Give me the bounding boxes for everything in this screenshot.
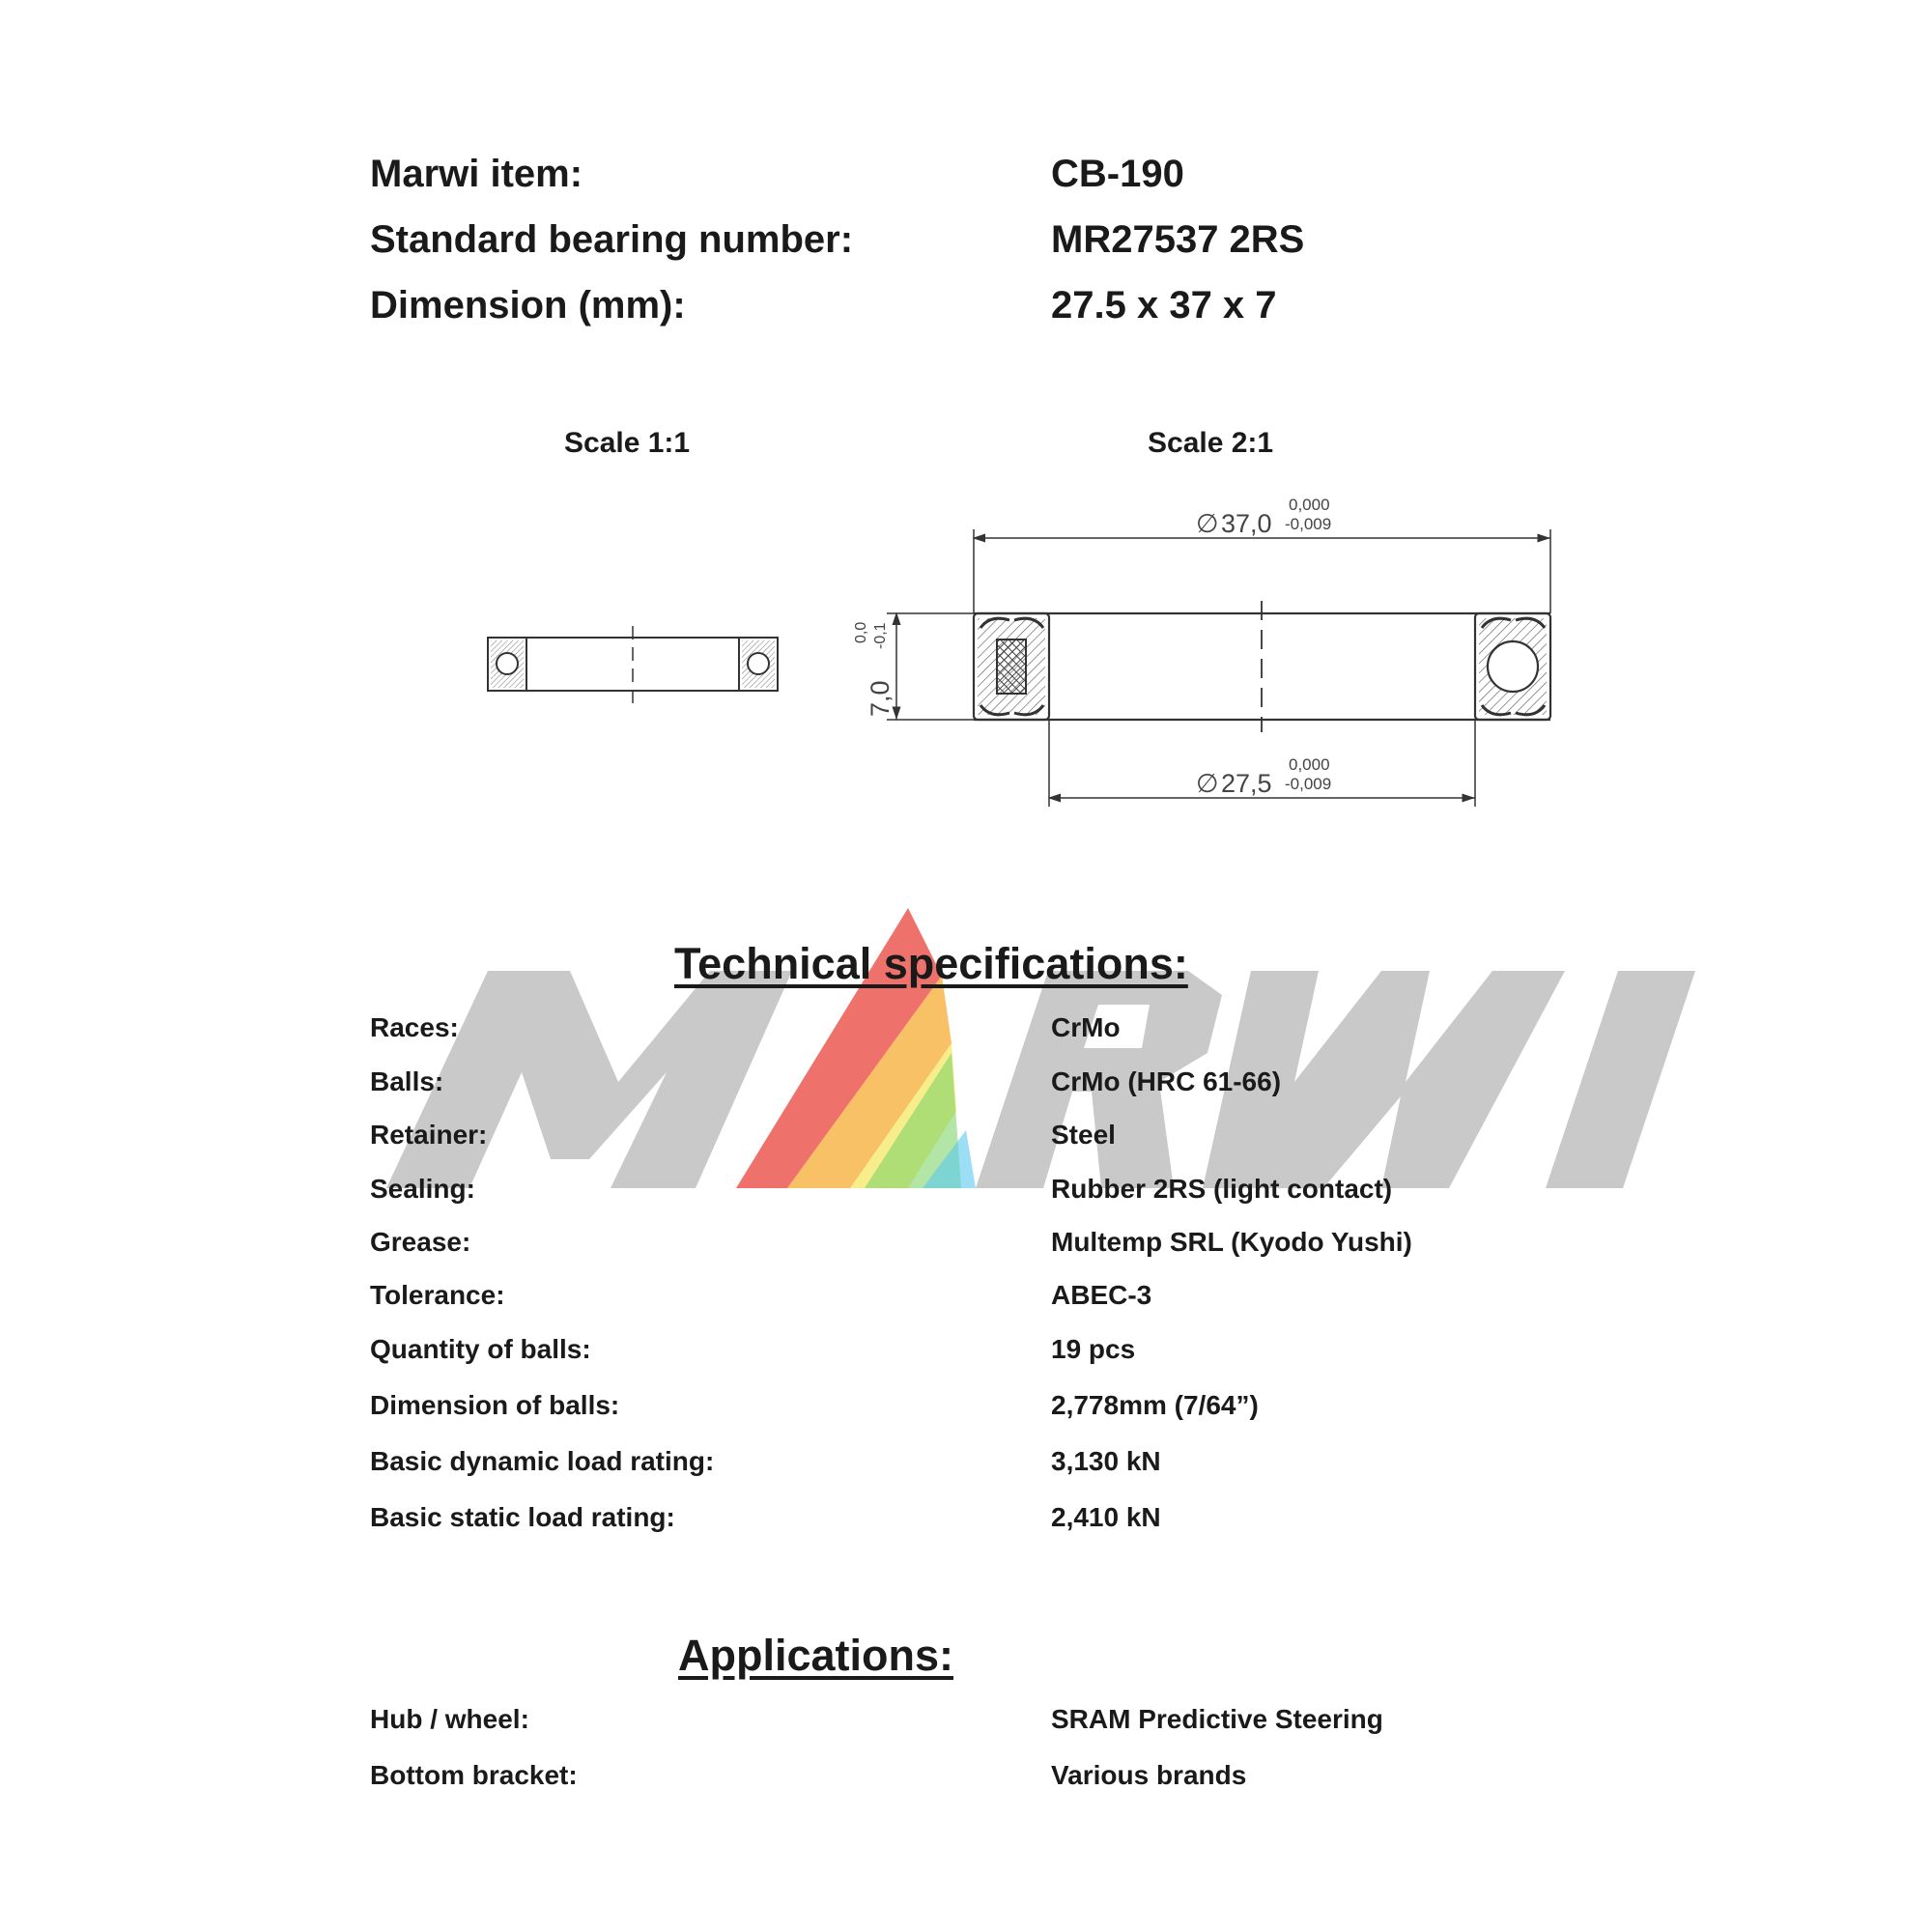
application-label: Bottom bracket: [370, 1760, 578, 1790]
header-label-bearing-number: Standard bearing number: [370, 218, 854, 261]
bearing-scale-1-1 [488, 626, 778, 703]
header-value-bearing-number: MR27537 2RS [1051, 218, 1305, 261]
spec-value: Steel [1051, 1120, 1116, 1150]
spec-label: Tolerance: [370, 1280, 505, 1310]
inner-diameter-symbol: ∅ [1196, 769, 1219, 798]
spec-label: Quantity of balls: [370, 1334, 591, 1364]
header-value-marwi-item: CB-190 [1051, 153, 1184, 195]
spec-label: Basic dynamic load rating: [370, 1446, 715, 1476]
header-label-marwi-item: Marwi item: [370, 153, 583, 195]
spec-label: Retainer: [370, 1120, 488, 1150]
outer-diameter-tol-upper: 0,000 [1289, 496, 1330, 514]
ball-right [1488, 641, 1538, 692]
spec-value: 2,410 kN [1051, 1502, 1161, 1532]
width-value: 7,0 [866, 680, 895, 717]
applications-title: Applications: [678, 1631, 954, 1680]
spec-value: CrMo (HRC 61-66) [1051, 1066, 1282, 1096]
spec-value: Multemp SRL (Kyodo Yushi) [1051, 1227, 1412, 1257]
inner-diameter-tol-lower: -0,009 [1285, 775, 1332, 793]
spec-value: 3,130 kN [1051, 1446, 1161, 1476]
scale-1-1-label: Scale 1:1 [564, 427, 691, 459]
spec-label: Grease: [370, 1227, 471, 1257]
outer-diameter-symbol: ∅ [1196, 509, 1219, 538]
header-value-dimension: 27.5 x 37 x 7 [1051, 284, 1277, 327]
application-label: Hub / wheel: [370, 1704, 529, 1734]
spec-label: Basic static load rating: [370, 1502, 675, 1532]
application-value: SRAM Predictive Steering [1051, 1704, 1383, 1734]
outer-diameter-tol-lower: -0,009 [1285, 515, 1332, 533]
width-tol-lower: -0,1 [872, 622, 889, 649]
outer-diameter-dimension [1196, 496, 1331, 538]
header-label-dimension: Dimension (mm): [370, 284, 686, 327]
spec-label: Sealing: [370, 1174, 475, 1204]
outer-diameter-value: 37,0 [1221, 509, 1272, 538]
spec-value: CrMo [1051, 1012, 1121, 1042]
inner-diameter-tol-upper: 0,000 [1289, 755, 1330, 774]
spec-label: Dimension of balls: [370, 1390, 620, 1420]
spec-label: Races: [370, 1012, 459, 1042]
ball-cage-left [997, 639, 1026, 694]
width-dimension [853, 622, 895, 717]
application-value: Various brands [1051, 1760, 1247, 1790]
spec-value: 19 pcs [1051, 1334, 1136, 1364]
tech-specs-title: Technical specifications: [674, 939, 1188, 988]
scale-2-1-label: Scale 2:1 [1148, 427, 1274, 459]
spec-value: ABEC-3 [1051, 1280, 1152, 1310]
spec-label: Balls: [370, 1066, 444, 1096]
inner-diameter-value: 27,5 [1221, 769, 1272, 798]
spec-value: 2,778mm (7/64”) [1051, 1390, 1259, 1420]
inner-diameter-dimension [1196, 755, 1331, 798]
width-tol-upper: 0,0 [853, 621, 869, 643]
bearing-scale-2-1 [887, 529, 1550, 807]
spec-value: Rubber 2RS (light contact) [1051, 1174, 1393, 1204]
